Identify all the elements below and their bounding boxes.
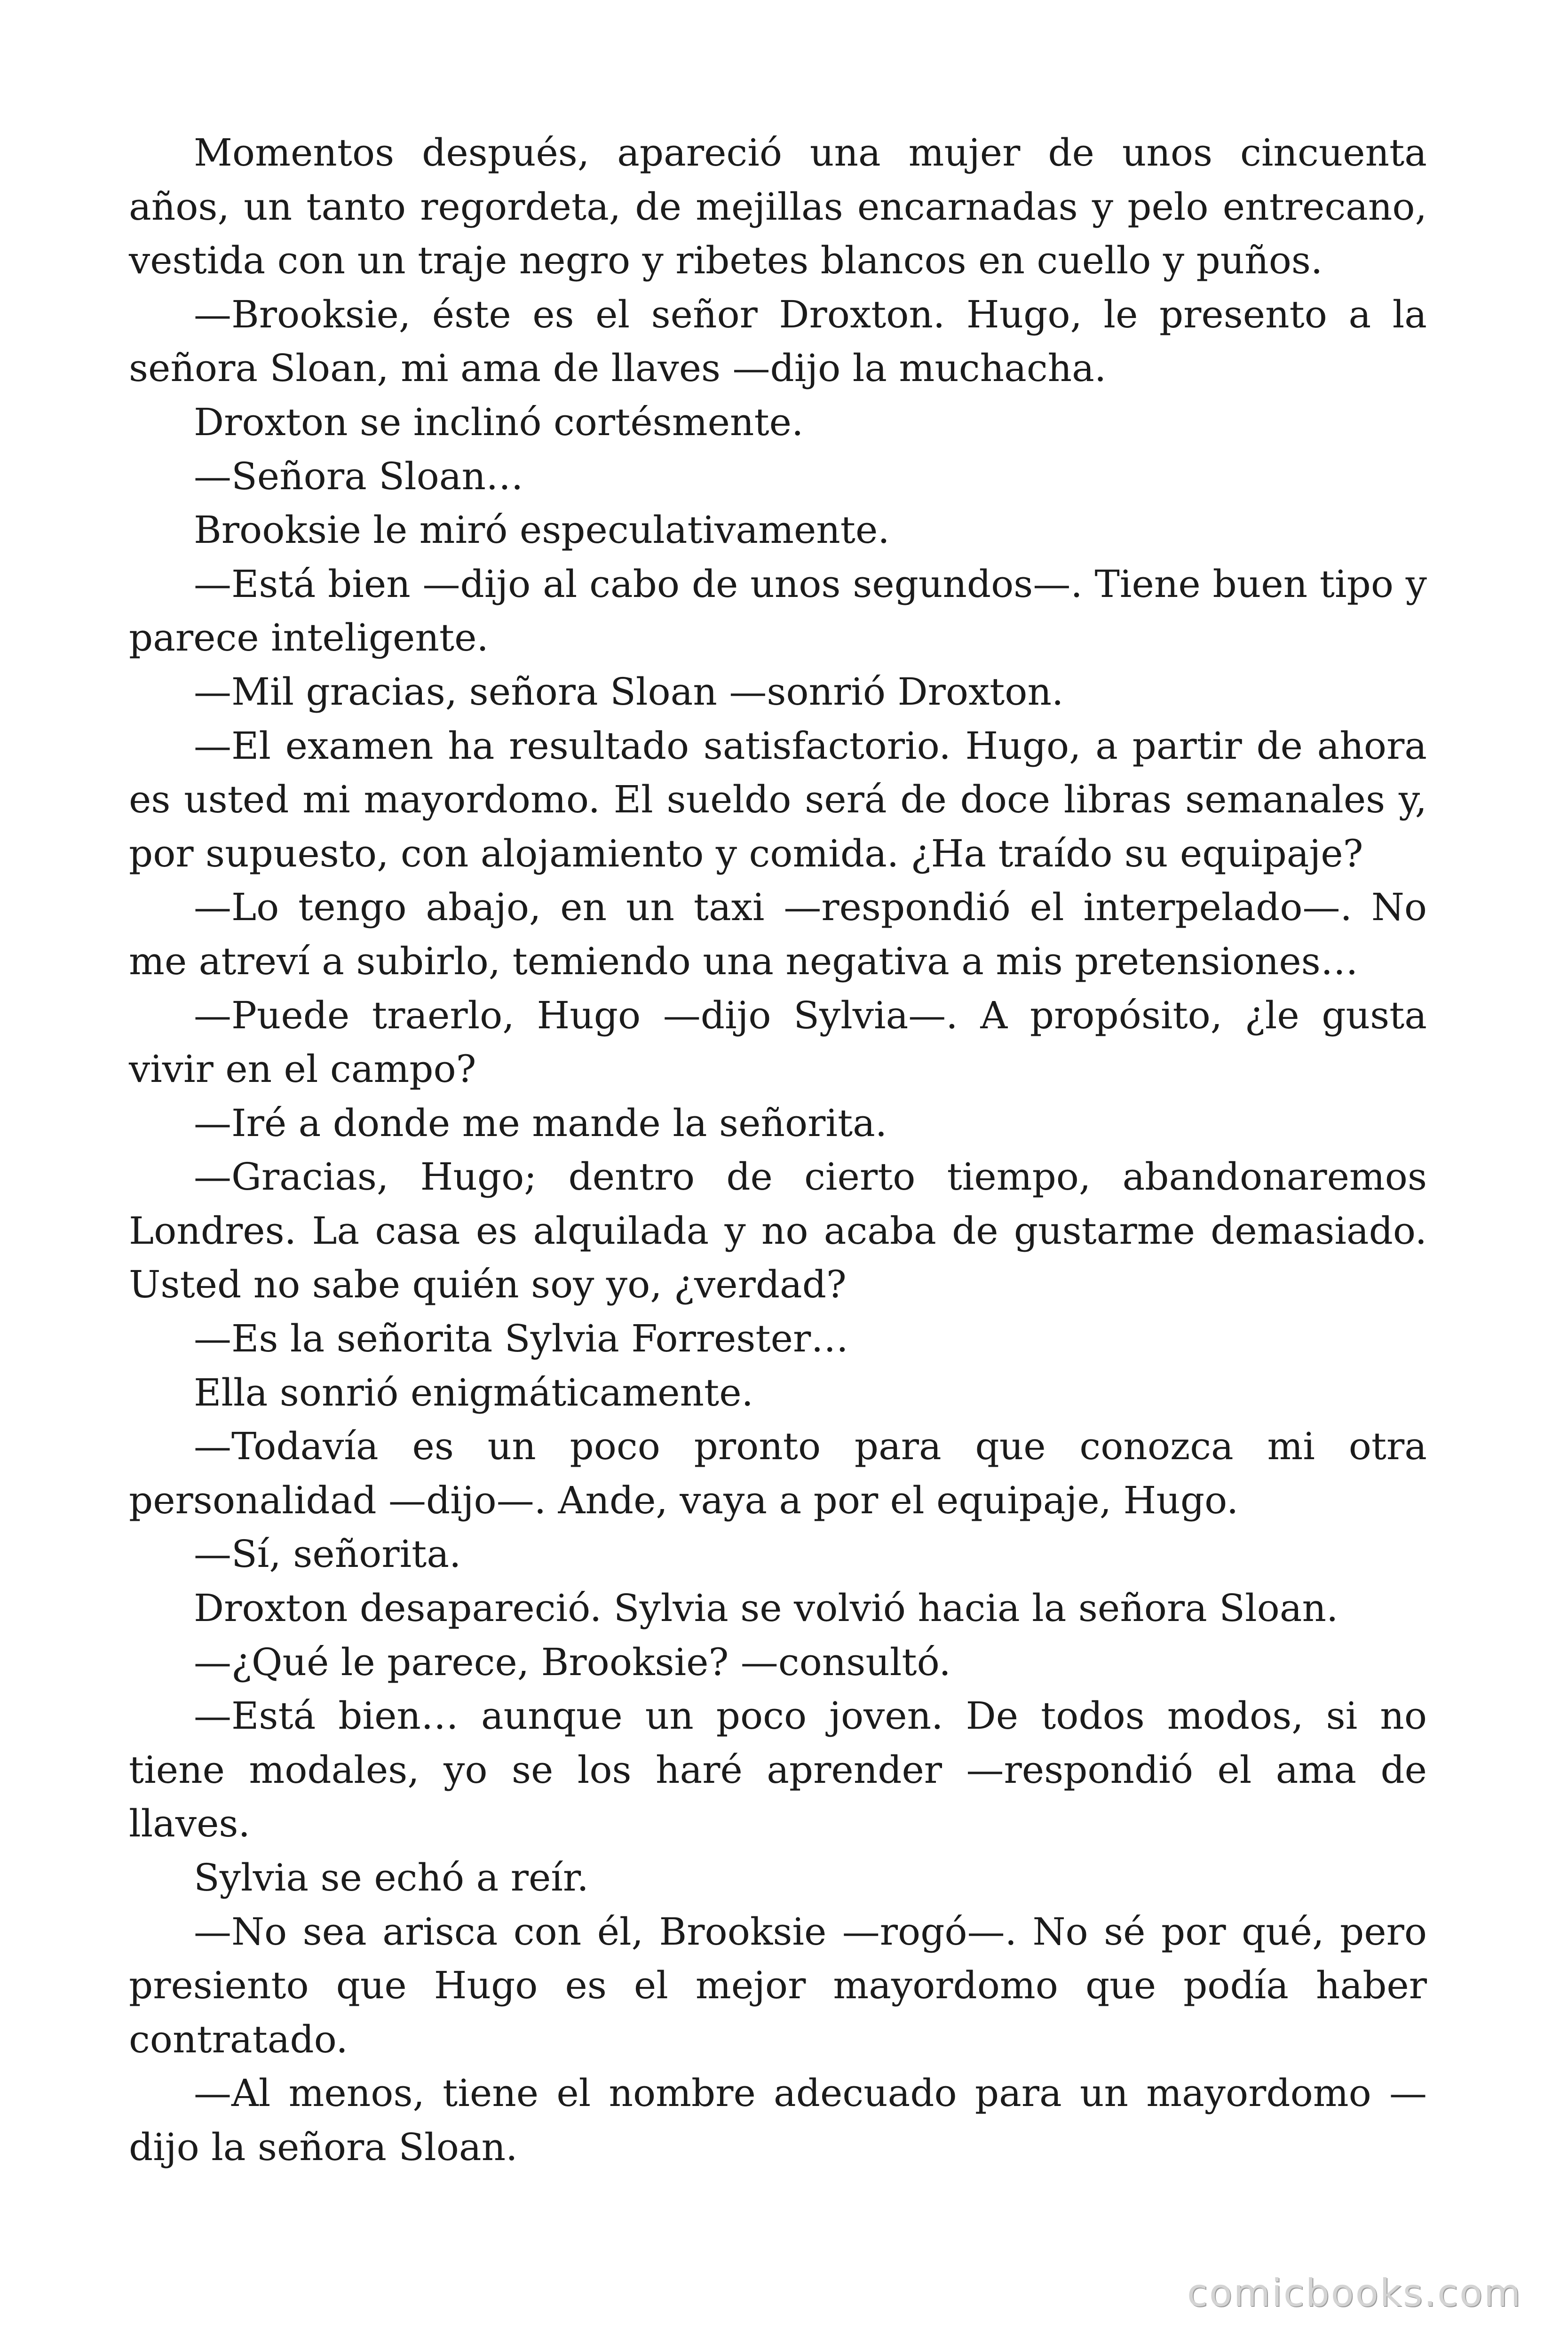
- body-text: [129, 126, 1427, 2175]
- watermark: comicbooks.com: [1187, 2271, 1522, 2315]
- paragraph: —Al menos, tiene el nombre adecuado para un mayordomo —dijo la señora Sloan.: [129, 2071, 1427, 2169]
- paragraph: —Mil gracias, señora Sloan —sonrió Droxton.: [194, 669, 1064, 714]
- paragraph: —Lo tengo abajo, en un taxi —respondió el interpelado—. No me atreví a subirlo, temiendo una negativa a mis pretensiones…: [129, 885, 1427, 983]
- paragraph: —Sí, señorita.: [194, 1532, 461, 1576]
- paragraph: —Es la señorita Sylvia Forrester…: [194, 1317, 849, 1361]
- paragraph: —¿Qué le parece, Brooksie? —consultó.: [194, 1640, 951, 1684]
- paragraph: Momentos después, apareció una mujer de unos cincuenta años, un tanto regordeta, de mejillas encarnadas y pelo entrecano, vestida con un traje negro y ribetes blancos en cuello y puños.: [129, 131, 1427, 283]
- paragraph: —Brooksie, éste es el señor Droxton. Hugo, le presento a la señora Sloan, mi ama de llaves —dijo la muchacha.: [129, 292, 1427, 390]
- paragraph: Droxton se inclinó cortésmente.: [194, 400, 804, 444]
- paragraph: —Gracias, Hugo; dentro de cierto tiempo, abandonaremos Londres. La casa es alquilada y no acaba de gustarme demasiado. Usted no sabe quién soy yo, ¿verdad?: [129, 1155, 1427, 1307]
- paragraph: Ella sonrió enigmáticamente.: [194, 1370, 753, 1414]
- paragraph: Brooksie le miró especulativamente.: [194, 508, 890, 552]
- paragraph: —El examen ha resultado satisfactorio. Hugo, a partir de ahora es usted mi mayordomo. El sueldo será de doce libras semanales y, por supuesto, con alojamiento y comida. ¿Ha traído su equipaje?: [129, 723, 1427, 875]
- paragraph: Sylvia se echó a reír.: [194, 1856, 589, 1899]
- paragraph: —No sea arisca con él, Brooksie —rogó—. No sé por qué, pero presiento que Hugo es el mejor mayordomo que podía haber contratado.: [129, 1909, 1427, 2061]
- paragraph: —Está bien… aunque un poco joven. De todos modos, si no tiene modales, yo se los haré aprender —respondió el ama de llaves.: [129, 1694, 1427, 1846]
- paragraph: —Señora Sloan…: [194, 454, 523, 498]
- paragraph: —Puede traerlo, Hugo —dijo Sylvia—. A propósito, ¿le gusta vivir en el campo?: [129, 993, 1427, 1091]
- paragraph: —Iré a donde me mande la señorita.: [194, 1101, 887, 1145]
- paragraph: Droxton desapareció. Sylvia se volvió hacia la señora Sloan.: [194, 1586, 1338, 1630]
- paragraph: —Está bien —dijo al cabo de unos segundos—. Tiene buen tipo y parece inteligente.: [129, 562, 1427, 660]
- paragraph: —Todavía es un poco pronto para que conozca mi otra personalidad —dijo—. Ande, vaya a por el equipaje, Hugo.: [129, 1424, 1427, 1522]
